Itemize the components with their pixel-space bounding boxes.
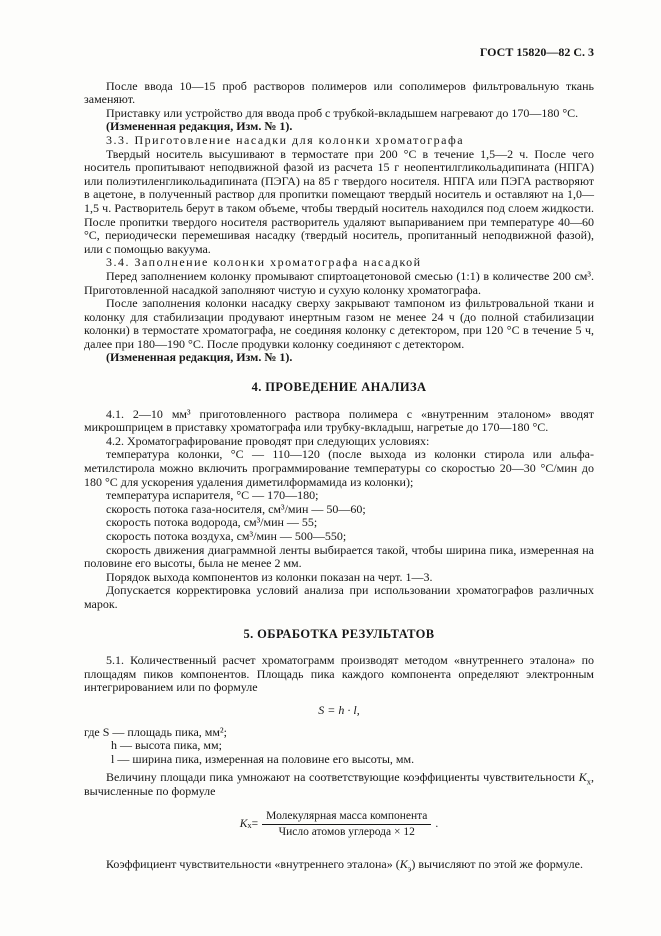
sensitivity-coefficient-formula: K х = $\frac{\text{Молекулярная масса компонента}}{\text{Число атомов углерода × 12}}$ . [239, 809, 439, 839]
paragraph-attachment-heating: Приставку или устройство для ввода проб с трубкой-вкладышем нагревают до 170—180 °С. [106, 105, 579, 120]
section-4-heading: 4. ПРОВЕДЕНИЕ АНАЛИЗА [251, 380, 427, 395]
final-text-pre: Коэффициент чувствительности «внутреннего эталона» ( [106, 856, 400, 871]
paragraph-5-1: 5.1. Количественный расчет хроматограмм производят методом «внутреннего эталона» по площадям пиков компонентов. Площадь пика каждого компонента определяют электронным интегрированием или по формуле [84, 653, 594, 695]
formula-period: . [435, 817, 439, 830]
sensitivity-k-subscript: х [586, 776, 591, 787]
paragraph-filter-cloth: После ввода 10—15 проб растворов полимеров или сополимеров фильтровальную ткань заменяют. [84, 78, 594, 107]
definition-height: h — высота пика, мм; [111, 738, 222, 753]
paragraph-4-1: 4.1. 2—10 мм³ приготовленного раствора полимера с «внутренним эталоном» вводят микрошприцем в приставку хроматографа или трубку-вкладыш, нагретые до 170—180 °С. [84, 406, 594, 435]
paragraph-sensitivity-coefficient [84, 771, 594, 798]
paragraph-adjustment-allowed: Допускается корректировка условий анализа при использовании хроматографов различных марок. [84, 583, 594, 611]
condition-evaporator-temperature: температура испарителя, °С — 170—180; [106, 488, 319, 503]
clause-3-3-heading: 3.3. Приготовление насадки для колонки хроматографа [106, 132, 465, 147]
page-content [84, 45, 594, 874]
section-5-heading: 5. ОБРАБОТКА РЕЗУЛЬТАТОВ [243, 626, 435, 641]
amendment-note-2: (Измененная редакция, Изм. № 1). [106, 350, 293, 365]
paragraph-internal-standard-coefficient [84, 858, 594, 872]
where-definitions [84, 726, 594, 767]
final-k-symbol: K [399, 856, 408, 871]
condition-column-temperature: температура колонки, °С — 110—120 (после выхода из колонки стирола или альфа-метилстирола можно включить программирование температуры со скоростью 20—30 °С/мин до 180 °С для ускорения удаления диметилформамида из колонки); [84, 447, 594, 489]
paragraph-carrier-preparation: Твердый носитель высушивают в термостате при 200 °С в течение 1,5—2 ч. После чего носитель пропитывают неподвижной фазой из расчета 15 г неопентилгликольадипината (НПГА) или полиэтиленгликольадипината (ПЭГА) на 85 г твердого носителя. НПГА или ПЭГА растворяют в ацетоне, в полученный раствор для пропитки помещают твердый носитель и оставляют на 1,0—1,5 ч. Растворитель берут в таком объеме, чтобы твердый носитель находился под слоем жидкости. После пропитки твердого носителя растворитель удаляют выпариванием при температуре 40—60 °С, периодически перемешивая насадку (твердый носитель, пропитанный неподвижной фазой), или с помощью вакуума. [84, 146, 594, 256]
paragraph-4-2: 4.2. Хроматографирование проводят при следующих условиях: [106, 433, 430, 448]
paragraph-column-stabilization: После заполнения колонки насадку сверху закрывают тампоном из фильтровальной ткани и колонку для стабилизации продувают инертным газом не менее 24 ч (до полной стабилизации колонки) в термостате хроматографа, не соединяя колонку с детектором, при 120 °С в течение 5 ч, далее при 180—190 °С. После продувки колонку соединяют с детектором. [84, 296, 594, 351]
amendment-note-1: (Измененная редакция, Изм. № 1). [106, 119, 293, 134]
clause-3-4-heading: 3.4. Заполнение колонки хроматографа насадкой [106, 255, 422, 270]
final-k-subscript: э [407, 863, 412, 874]
condition-carrier-gas-flow: скорость потока газа-носителя, см³/мин — 50—60; [106, 501, 366, 516]
condition-hydrogen-flow: скорость потока водорода, см³/мин — 55; [106, 515, 318, 530]
formula-k-symbol: K [239, 817, 248, 830]
definition-area: где S — площадь пика, мм²; [84, 724, 227, 739]
condition-air-flow: скорость потока воздуха, см³/мин — 500—550; [106, 529, 347, 543]
formula-numerator: Молекулярная масса компонента [262, 810, 431, 826]
paragraph-elution-order: Порядок выхода компонентов из колонки показан на черт. 1—3. [106, 569, 433, 584]
formula-denominator: Число атомов углерода × 12 [278, 826, 415, 839]
sensitivity-text-post: , вычисленные по формуле [84, 770, 594, 798]
formula-fraction [262, 810, 431, 840]
peak-area-formula: S = h · l, [318, 702, 360, 717]
final-text-post: ) вычисляют по этой же формуле. [411, 856, 583, 871]
sensitivity-text-pre: Величину площади пика умножают на соответствующие коэффициенты чувствительности [106, 770, 579, 785]
paragraph-column-washing: Перед заполнением колонку промывают спиртоацетоновой смесью (1:1) в количестве 200 см³. Приготовленной насадкой заполняют чистую и сухую колонку хроматографа. [84, 268, 594, 297]
sensitivity-k-symbol: K [578, 770, 587, 785]
document-reference: ГОСТ 15820—82 С. 3 [479, 45, 594, 59]
definition-width: l — ширина пика, измеренная на половине его высоты, мм. [111, 751, 415, 766]
condition-chart-speed: скорость движения диаграммной ленты выбирается такой, чтобы ширина пика, измеренная на половине его высоты, была не менее 2 мм. [84, 542, 594, 571]
formula-equals-sign: = [251, 817, 259, 830]
